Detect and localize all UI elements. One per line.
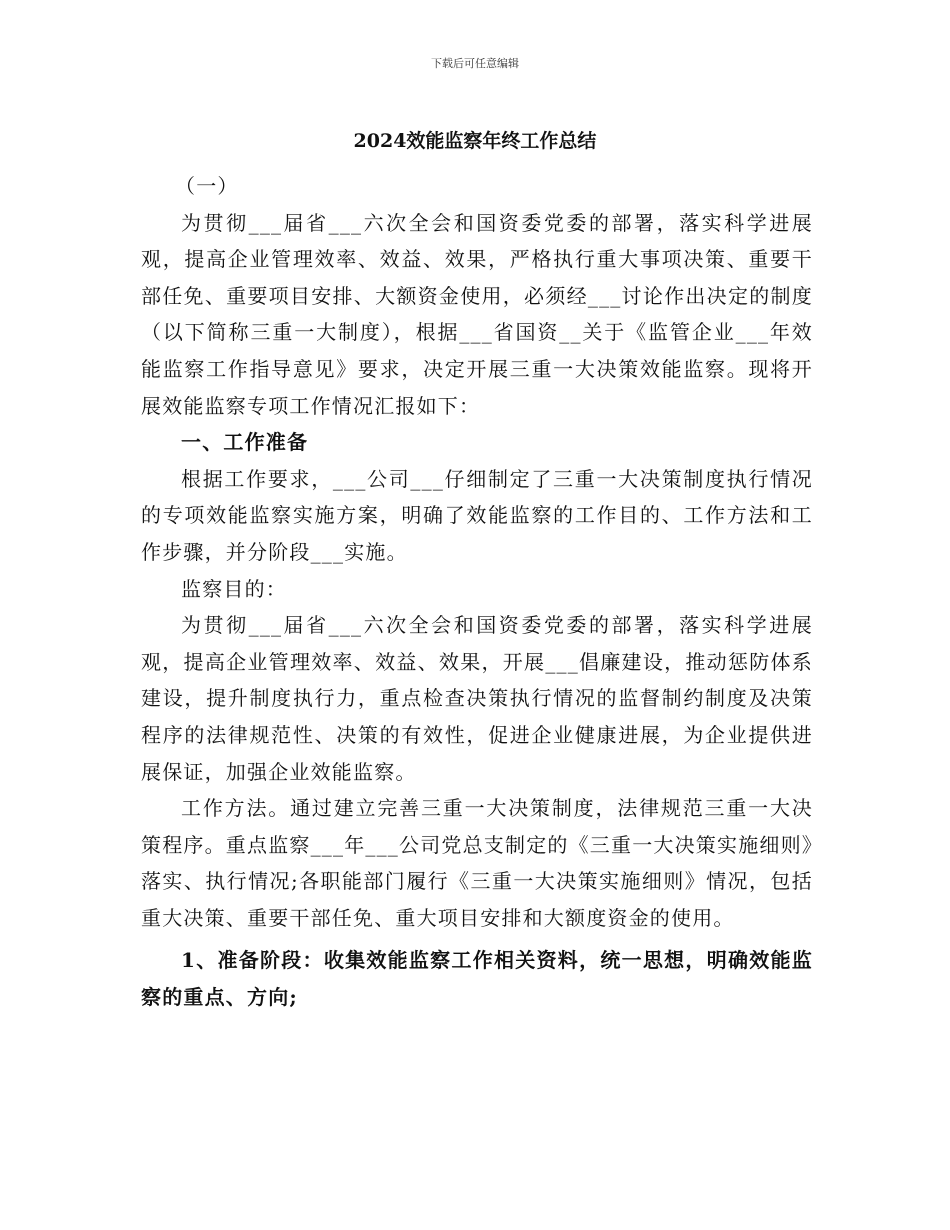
paragraph-purpose: 为贯彻___届省___六次全会和国资委党委的部署，落实科学进展观，提高企业管理效率、效益、效果，开展___倡廉建设，推动惩防体系建设，提升制度执行力，重点检查决策执行情况的监督制约制度及决策程序的法律规范性、决策的有效性，促进企业健康进展，为企业提供进展保证，加强企业效能监察。 [141,613,813,784]
intro-paragraph: 为贯彻___届省___六次全会和国资委党委的部署，落实科学进展观，提高企业管理效率、效益、效果，严格执行重大事项决策、重要干部任免、重要项目安排、大额资金使用，必须经___讨论作出决定的制度（以下简称三重一大制度），根据___省国资__关于《监管企业___年效能监察工作指导意见》要求，决定开展三重一大决策效能监察。现将开展效能监察专项工作情况汇报如下： [141,210,813,418]
page-header-note: 下载后可任意编辑 [431,57,519,70]
paragraph-step-1: 1、准备阶段：收集效能监察工作相关资料，统一思想，明确效能监察的重点、方向; [141,948,813,1010]
paragraph-plan: 根据工作要求，___公司___仔细制定了三重一大决策制度执行情况的专项效能监察实施方案，明确了效能监察的工作目的、工作方法和工作步骤，并分阶段___实施。 [141,466,813,564]
part-label: （一） [175,174,239,198]
document-body [141,168,813,1016]
paragraph-purpose-label: 监察目的： [181,576,287,601]
document-title: 2024效能监察年终工作总结 [353,130,597,152]
section-heading-preparation: 一、工作准备 [181,430,309,455]
paragraph-method: 工作方法。通过建立完善三重一大决策制度，法律规范三重一大决策程序。重点监察___年___公司党总支制定的《三重一大决策实施细则》落实、执行情况;各职能部门履行《三重一大决策实施细则》情况，包括重大决策、重要干部任免、重大项目安排和大额度资金的使用。 [141,796,813,930]
